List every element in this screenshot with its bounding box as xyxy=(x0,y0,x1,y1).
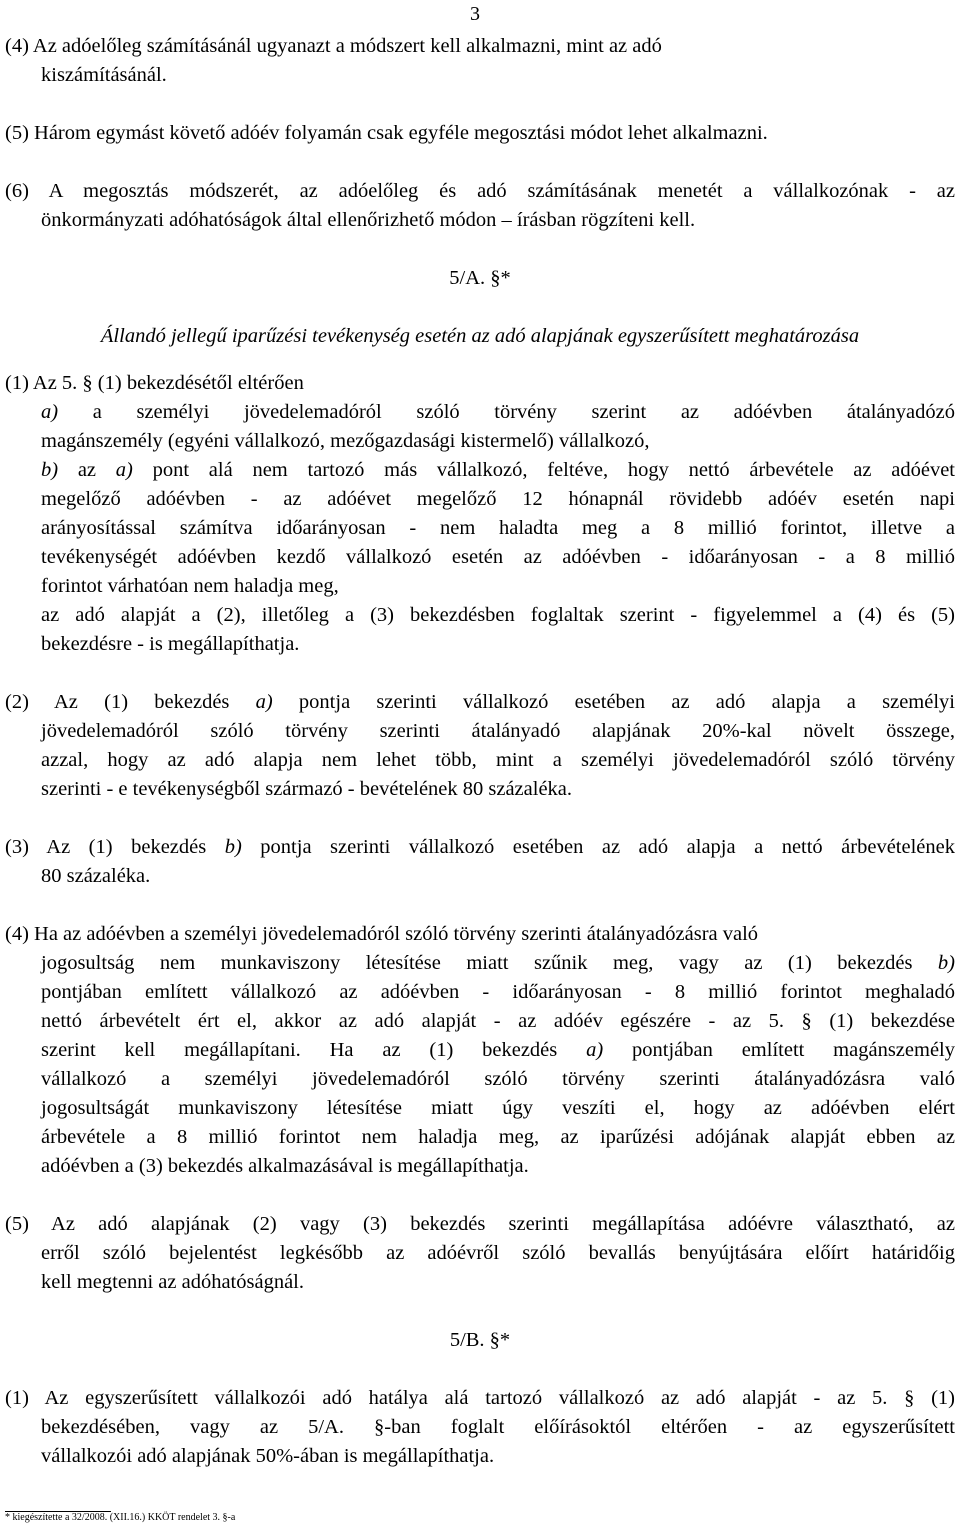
text-line: 80 százaléka. xyxy=(41,865,151,887)
text-line: (4) Az adóelőleg számításánál ugyanazt a módszert kell alkalmazni, mint az adó xyxy=(5,35,662,57)
paragraph-5a-1 xyxy=(5,369,955,659)
list-item-a xyxy=(5,398,955,427)
text-line: vállalkozó a személyi jövedelemadóról szóló törvény szerinti átalányadózásra való xyxy=(41,1068,955,1090)
text-line: tevékenységét adóévben kezdő vállalkozó esetén az adóévben - időarányosan - a 8 millió xyxy=(41,546,955,568)
text-line: erről szóló bejelentést legkésőbb az adóévről szóló bevallás benyújtására előírt határidőig xyxy=(41,1242,955,1264)
text-line: forintot várhatóan nem haladja meg, xyxy=(41,575,339,597)
text-span: (3) Az (1) bekezdés xyxy=(5,836,225,858)
text-line: bekezdésre - is megállapíthatja. xyxy=(41,633,300,655)
text-line: jogosultságát munkaviszony létesítése miatt úgy veszíti el, hogy az adóévben elért xyxy=(41,1097,955,1119)
text-line: jövedelemadóról szóló törvény szerinti átalányadó alapjának 20%-kal növelt összege, xyxy=(41,720,955,742)
text-line: (5) Három egymást követő adóév folyamán csak egyféle megosztási módot lehet alkalmazni. xyxy=(5,122,768,144)
text-span: a személyi jövedelemadóról szóló törvény szerint az adóévben átalányadózó xyxy=(58,401,955,423)
text-line xyxy=(5,949,955,978)
section-heading-5a: 5/A. §* xyxy=(449,267,511,289)
text-span: jogosultság nem munkaviszony létesítése miatt szűnik meg, vagy az (1) bekezdés xyxy=(41,952,938,974)
text-line: (4) Ha az adóévben a személyi jövedelemadóról szóló törvény szerinti átalányadózásra való xyxy=(5,923,759,945)
text-line xyxy=(5,1036,955,1065)
paragraph-5a-3 xyxy=(5,833,955,891)
text-line: (5) Az adó alapjának (2) vagy (3) bekezdés szerinti megállapítása adóévre választható, az xyxy=(5,1213,955,1235)
text-line: kell megtenni az adóhatóságnál. xyxy=(41,1271,304,1293)
text-line: pontjában említett vállalkozó az adóévben - időarányosan - 8 millió forintot meghaladó xyxy=(41,981,955,1003)
text-line: szerinti - e tevékenységből származó - bevételének 80 százaléka. xyxy=(41,778,573,800)
paragraph-5a-5 xyxy=(5,1210,955,1297)
text-line: megelőző adóévben - az adóévet megelőző 12 hónapnál rövidebb adóév esetén napi xyxy=(41,488,955,510)
text-line: azzal, hogy az adó alapja nem lehet több, mint a személyi jövedelemadóról szóló törvény xyxy=(41,749,955,771)
paragraph-6-prev xyxy=(5,177,955,235)
item-ref: a) xyxy=(586,1039,604,1061)
list-item-b xyxy=(5,456,955,485)
text-line: adóévben a (3) bekezdés alkalmazásával is megállapíthatja. xyxy=(41,1155,529,1177)
text-span: pont alá nem tartozó más vállalkozó, feltéve, hogy nettó árbevétele az adóévet xyxy=(132,459,955,481)
text-line: árbevétele a 8 millió forintot nem haladja meg, az iparűzési adójának alapját ebben az xyxy=(41,1126,955,1148)
text-line: kiszámításánál. xyxy=(41,64,167,86)
text-line: magánszemély (egyéni vállalkozó, mezőgazdasági kistermelő) vállalkozó, xyxy=(41,430,650,452)
text-span: (2) Az (1) bekezdés xyxy=(5,691,256,713)
text-span: pontja szerinti vállalkozó esetében az adó alapja a nettó árbevételének xyxy=(241,836,955,858)
paragraph-5a-4 xyxy=(5,920,955,1181)
text-line: önkormányzati adóhatóságok által ellenőrizhető módon – írásban rögzíteni kell. xyxy=(41,209,696,231)
item-label: a) xyxy=(41,401,59,423)
text-line: arányosítással számítva időarányosan - nem haladta meg a 8 millió forintot, illetve a xyxy=(41,517,955,539)
paragraph-5b-1 xyxy=(5,1384,955,1471)
text-line: az adó alapját a (2), illetőleg a (3) bekezdésben foglaltak szerint - figyelemmel a (4) és (5) xyxy=(41,604,955,626)
paragraph-4-prev xyxy=(5,32,955,90)
text-span: pontjában említett magánszemély xyxy=(603,1039,955,1061)
text-line: bekezdésében, vagy az 5/A. §-ban foglalt előírásoktól eltérően - az egyszerűsített xyxy=(41,1416,955,1438)
footnote: * kiegészítette a 32/2008. (XII.16.) KKÖT rendelet 3. §-a xyxy=(5,1512,236,1523)
text-line: (6) A megosztás módszerét, az adóelőleg és adó számításának menetét a vállalkozónak - az xyxy=(5,180,955,202)
text-line: vállalkozói adó alapjának 50%-ában is megállapíthatja. xyxy=(41,1445,495,1467)
text-span: az xyxy=(58,459,116,481)
item-label: b) xyxy=(41,459,59,481)
item-ref: b) xyxy=(937,952,955,974)
text-line xyxy=(5,833,955,862)
paragraph-5a-2 xyxy=(5,688,955,804)
text-line xyxy=(5,688,955,717)
text-span: pontja szerinti vállalkozó esetében az adó alapja a személyi xyxy=(272,691,955,713)
item-ref: b) xyxy=(224,836,242,858)
section-heading-5b: 5/B. §* xyxy=(449,1329,511,1351)
text-line: nettó árbevételt ért el, akkor az adó alapját - az adóév egészére - az 5. § (1) bekezdése xyxy=(41,1010,955,1032)
text-line: (1) Az 5. § (1) bekezdésétől eltérően xyxy=(5,372,304,394)
section-title-5a: Állandó jellegű iparűzési tevékenység esetén az adó alapjának egyszerűsített meghatározása xyxy=(100,325,860,347)
page-number: 3 xyxy=(470,3,480,25)
text-line: (1) Az egyszerűsített vállalkozói adó hatálya alá tartozó vállalkozó az adó alapját - az 5. § (1) xyxy=(5,1387,955,1409)
paragraph-5-prev xyxy=(5,119,955,148)
text-span: szerint kell megállapítani. Ha az (1) bekezdés xyxy=(41,1039,587,1061)
item-ref: a) xyxy=(255,691,273,713)
item-ref: a) xyxy=(115,459,133,481)
